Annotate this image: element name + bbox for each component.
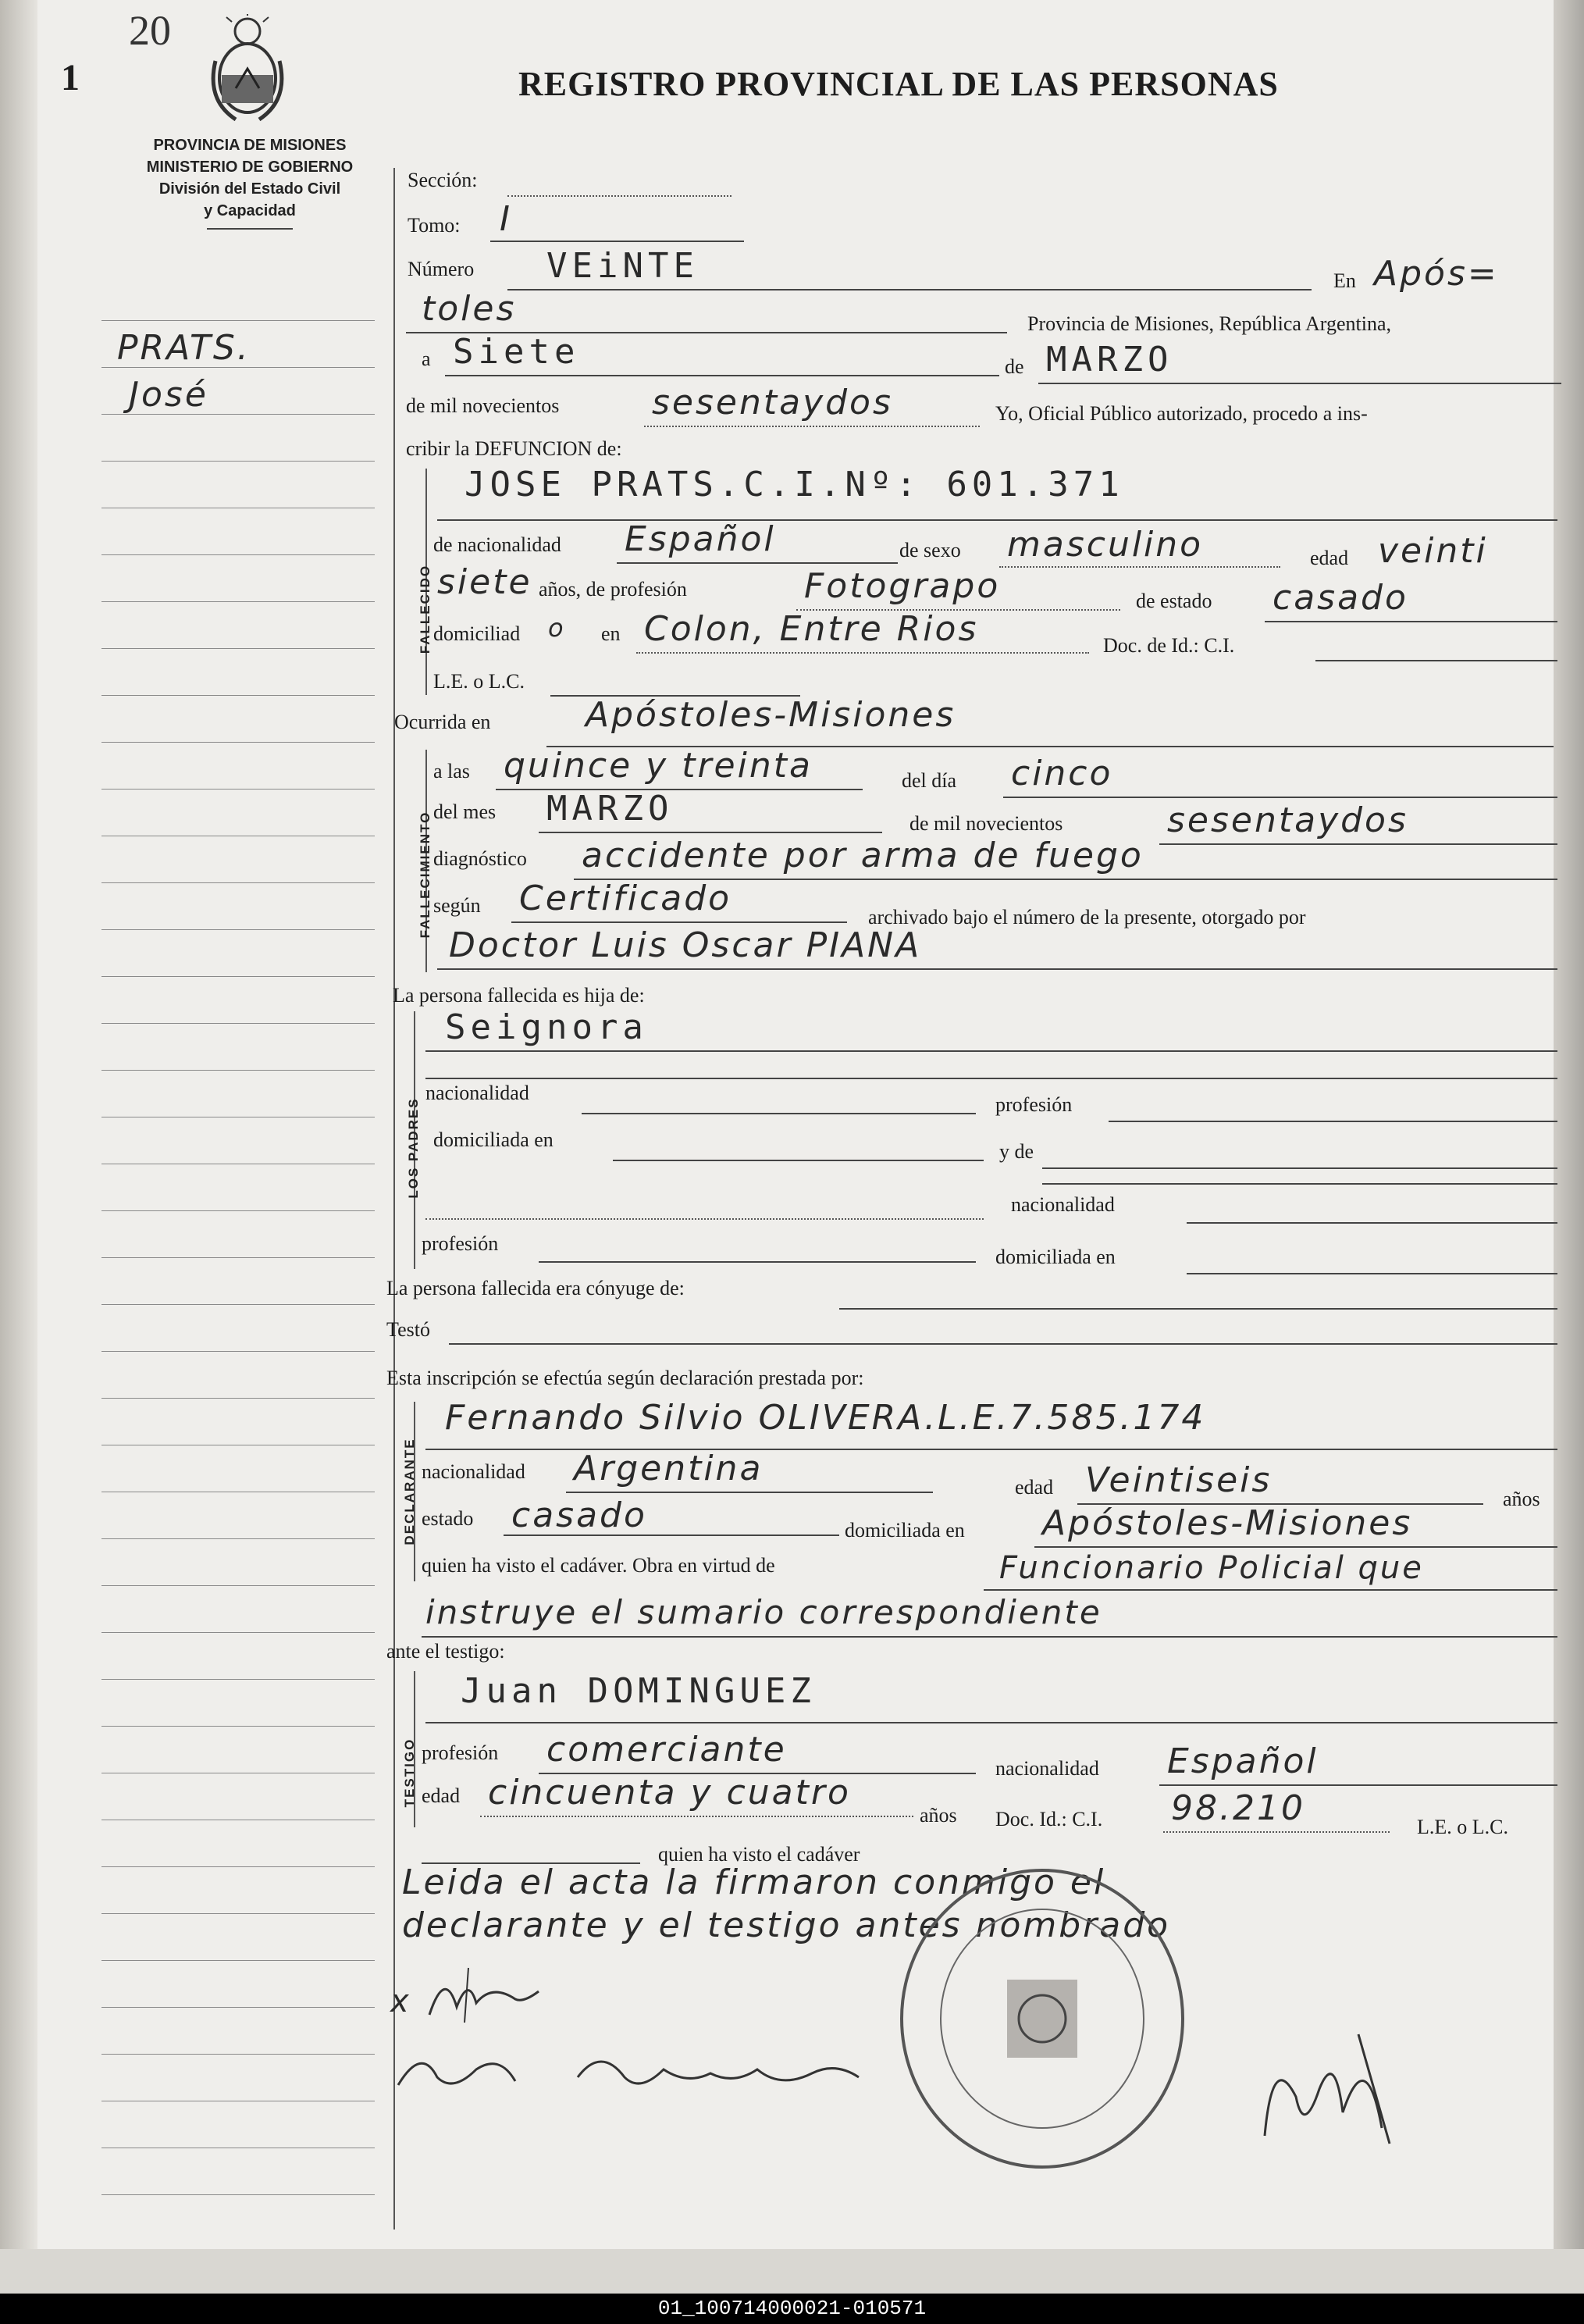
label-t-nacionalidad: nacionalidad <box>995 1757 1099 1780</box>
label-profesion: años, de profesión <box>539 578 687 601</box>
value-t-prof: comerciante <box>546 1730 787 1770</box>
value-mes2: MARZO <box>546 789 674 829</box>
field-anio <box>644 426 980 427</box>
value-estado: casado <box>1273 578 1408 618</box>
label-estado: de estado <box>1136 590 1212 612</box>
field-anio2 <box>1159 843 1557 845</box>
value-en: Após= <box>1374 254 1499 294</box>
witness-signature-icon <box>390 2038 890 2108</box>
value-hora: quince y treinta <box>504 746 813 786</box>
value-cierre-2: declarante y el testigo antes nombrado <box>402 1905 1171 1945</box>
label-testo: Testó <box>386 1318 430 1341</box>
value-edad: veinti <box>1378 531 1488 571</box>
field-seccion <box>507 195 731 197</box>
label-cribir: cribir la DEFUNCION de: <box>406 437 622 460</box>
label-domicilio: domiciliad <box>433 622 521 645</box>
section-fallecido: FALLECIDO <box>418 564 432 654</box>
field-p-yde-2 <box>1042 1183 1557 1185</box>
field-otorgado <box>437 968 1557 970</box>
value-tomo: I <box>500 199 512 239</box>
label-sexo: de sexo <box>899 539 961 561</box>
value-domicilio-o: o <box>548 613 566 643</box>
label-d-anios: años <box>1503 1488 1540 1510</box>
label-yo: Yo, Oficial Público autorizado, procedo a ins- <box>995 402 1368 425</box>
label-t-anios: años <box>920 1804 957 1827</box>
label-t-profesion: profesión <box>422 1741 499 1764</box>
page-edge <box>1554 0 1584 2249</box>
value-d-virtud2: instruye el sumario correspondiente <box>425 1593 1102 1631</box>
field-madre <box>425 1050 1557 1052</box>
binding-edge <box>0 0 37 2249</box>
value-t-ci: 98.210 <box>1171 1788 1305 1828</box>
coat-of-arms-icon <box>205 14 290 131</box>
label-en: En <box>1333 269 1356 292</box>
field-dia <box>445 375 999 376</box>
label-numero: Número <box>408 258 475 280</box>
value-segun: Certificado <box>519 879 732 918</box>
label-ocurrida: Ocurrida en <box>394 711 491 733</box>
field-t-edad <box>480 1816 913 1817</box>
field-d-nac <box>566 1492 933 1493</box>
label-segun: según <box>433 894 481 917</box>
label-nacionalidad: de nacionalidad <box>433 533 561 556</box>
field-d-virtud2 <box>422 1636 1557 1638</box>
office-underline <box>207 228 293 230</box>
declarant-signature-icon <box>422 1960 546 2030</box>
office-line: División del Estado Civil <box>158 180 341 198</box>
field-p-profesion2 <box>539 1261 976 1263</box>
label-del-dia: del día <box>902 769 957 792</box>
field-estado <box>1265 621 1557 622</box>
official-stamp-icon <box>894 1862 1191 2175</box>
field-p-yde <box>1042 1167 1557 1169</box>
value-madre: Seignora <box>445 1007 648 1047</box>
folio-number: 20 <box>129 7 171 54</box>
value-anio2: sesentaydos <box>1167 800 1408 840</box>
label-a-las: a las <box>433 760 470 782</box>
value-nacionalidad: Español <box>625 519 776 559</box>
label-provincia: Provincia de Misiones, República Argentina, <box>1027 312 1391 335</box>
label-del-mes: del mes <box>433 800 497 823</box>
field-d-virtud1 <box>984 1589 1557 1591</box>
value-profesion: Fotograpo <box>804 566 1001 606</box>
label-p-domiciliada2: domiciliada en <box>995 1246 1116 1268</box>
field-d-estado <box>504 1534 839 1536</box>
field-nacionalidad <box>617 562 898 564</box>
value-declarante: Fernando Silvio OLIVERA.L.E.7.585.174 <box>445 1398 1206 1438</box>
office-line: MINISTERIO DE GOBIERNO <box>146 159 354 176</box>
field-mes <box>1038 383 1561 384</box>
value-dia: Siete <box>453 332 580 372</box>
field-nombre <box>437 519 1557 521</box>
label-hija: La persona fallecida es hija de: <box>393 984 645 1007</box>
label-p-profesion: profesión <box>995 1093 1073 1116</box>
label-de: de <box>1005 355 1024 378</box>
field-t-ci <box>1163 1831 1390 1833</box>
value-testigo: Juan DOMINGUEZ <box>461 1671 816 1711</box>
label-archivado: archivado bajo el número de la presente, otorgado por <box>868 906 1306 929</box>
field-sexo <box>999 566 1280 568</box>
page-title: REGISTRO PROVINCIAL DE LAS PERSONAS <box>518 65 1279 103</box>
label-tomo: Tomo: <box>408 214 461 237</box>
margin-name: José <box>129 375 208 415</box>
field-p-nacionalidad <box>582 1113 976 1114</box>
label-seccion: Sección: <box>408 169 478 191</box>
value-signature-x: x <box>390 1984 411 2019</box>
value-cierre-1: Leida el acta la firmaron conmigo el <box>402 1862 1106 1902</box>
image-id: 01_100714000021-010571 <box>657 2297 927 2320</box>
value-d-nac: Argentina <box>574 1449 764 1488</box>
field-conyuge <box>839 1308 1557 1310</box>
label-de-mil2: de mil novecientos <box>909 812 1063 835</box>
value-mes: MARZO <box>1046 340 1173 380</box>
label-t-edad: edad <box>422 1784 461 1807</box>
field-mes2 <box>539 832 882 833</box>
value-ocurrida: Apóstoles-Misiones <box>586 695 956 735</box>
label-p-nacionalidad: nacionalidad <box>425 1082 529 1104</box>
field-p-nacionalidad2 <box>1187 1222 1557 1224</box>
label-d-domiciliada: domiciliada en <box>845 1519 965 1542</box>
label-diagnostico: diagnóstico <box>433 847 527 870</box>
field-testo <box>449 1343 1557 1345</box>
label-t-doc: Doc. Id.: C.I. <box>995 1808 1103 1830</box>
value-anio: sesentaydos <box>652 383 893 422</box>
field-numero <box>507 289 1312 290</box>
label-p-nacionalidad2: nacionalidad <box>1011 1193 1115 1216</box>
field-testigo <box>425 1722 1557 1723</box>
value-d-edad: Veintiseis <box>1085 1460 1273 1500</box>
label-edad: edad <box>1310 547 1349 569</box>
label-le-lc: L.E. o L.C. <box>433 670 525 693</box>
section-padres: LOS PADRES <box>406 1097 421 1199</box>
label-de-mil: de mil novecientos <box>406 394 560 417</box>
label-d-estado: estado <box>422 1507 474 1530</box>
value-t-nac: Español <box>1167 1741 1319 1781</box>
field-d-dom <box>1034 1546 1557 1548</box>
label-a: a <box>422 348 431 370</box>
image-id-bar <box>0 2294 1584 2324</box>
office-block <box>117 134 383 222</box>
label-d-nacionalidad: nacionalidad <box>422 1460 525 1483</box>
field-p-domiciliada <box>613 1160 984 1161</box>
value-nombre: JOSE PRATS.C.I.Nº: 601.371 <box>465 465 1124 504</box>
label-inscripcion: Esta inscripción se efectúa según declaración prestada por: <box>386 1367 864 1389</box>
value-edad-cont: siete <box>437 562 532 602</box>
official-signature-icon <box>1249 2019 1405 2159</box>
side-mark: 1 <box>61 57 80 98</box>
field-tomo <box>490 241 744 242</box>
label-t-quien: quien ha visto el cadáver <box>658 1843 860 1866</box>
value-sexo: masculino <box>1007 525 1204 565</box>
value-d-dom: Apóstoles-Misiones <box>1042 1503 1413 1543</box>
section-declarante: DECLARANTE <box>402 1438 417 1545</box>
field-domicilio <box>636 652 1089 654</box>
value-otorgado: Doctor Luis Oscar PIANA <box>449 925 922 965</box>
field-padres-2 <box>425 1078 1557 1079</box>
field-p-profesion <box>1109 1121 1557 1122</box>
label-d-quien: quien ha visto el cadáver. Obra en virtud de <box>422 1554 775 1577</box>
office-line: y Capacidad <box>204 202 296 219</box>
value-diagnostico: accidente por arma de fuego <box>582 836 1144 875</box>
label-conyuge: La persona fallecida era cónyuge de: <box>386 1277 685 1299</box>
value-dia2: cinco <box>1011 754 1113 793</box>
field-doc <box>1315 660 1557 661</box>
field-p-domiciliada2 <box>1187 1273 1557 1274</box>
column-divider <box>393 168 395 2230</box>
field-t-nac <box>1159 1784 1557 1786</box>
label-p-profesion2: profesión <box>422 1232 499 1255</box>
label-doc: Doc. de Id.: C.I. <box>1103 634 1235 657</box>
value-t-edad: cincuenta y cuatro <box>488 1773 851 1813</box>
section-fallecimiento: FALLECIMIENTO <box>418 811 432 939</box>
label-d-edad: edad <box>1015 1476 1054 1499</box>
label-ante: ante el testigo: <box>386 1640 505 1663</box>
section-testigo: TESTIGO <box>402 1738 417 1808</box>
margin-surname: PRATS. <box>117 328 251 368</box>
value-d-virtud1: Funcionario Policial que <box>999 1550 1424 1586</box>
label-domicilio-en: en <box>601 622 621 645</box>
field-dia2 <box>1003 797 1557 798</box>
label-p-domiciliada: domiciliada en <box>433 1128 554 1151</box>
label-p-yde: y de <box>999 1140 1034 1163</box>
office-line: PROVINCIA DE MISIONES <box>153 137 347 154</box>
field-p-line <box>425 1218 984 1220</box>
field-segun <box>511 921 847 923</box>
value-en-cont: toles <box>422 289 517 329</box>
value-d-estado: casado <box>511 1495 647 1535</box>
label-t-le: L.E. o L.C. <box>1417 1816 1508 1838</box>
value-numero: VEiNTE <box>546 246 699 286</box>
value-domicilio: Colon, Entre Rios <box>644 609 979 649</box>
